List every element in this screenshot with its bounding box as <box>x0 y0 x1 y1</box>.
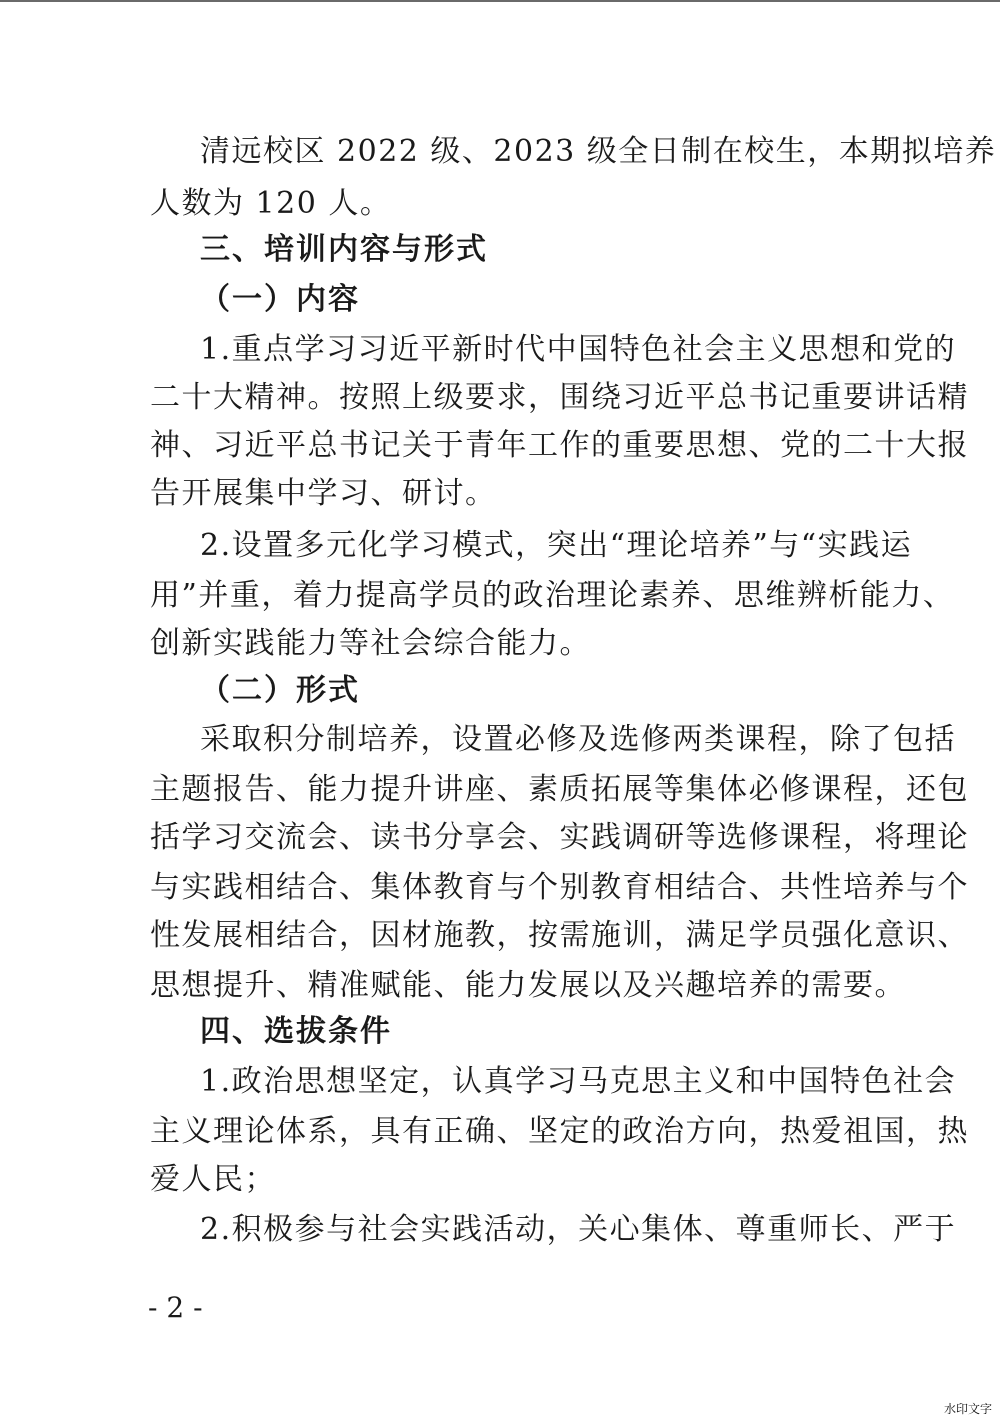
content-item-1-line-2: 二十大精神。按照上级要求，围绕习近平总书记重要讲话精 <box>150 380 969 415</box>
content-item-1-line-4: 告开展集中学习、研讨。 <box>150 476 497 511</box>
section-3-heading: 三、培训内容与形式 <box>200 232 488 267</box>
section-4-heading: 四、选拔条件 <box>200 1014 392 1049</box>
form-line-2: 主题报告、能力提升讲座、素质拓展等集体必修课程，还包 <box>150 772 969 807</box>
criteria-item-2-line-1: 2.积极参与社会实践活动，关心集体、尊重师长、严于 <box>200 1212 957 1247</box>
criteria-item-1-line-3: 爱人民； <box>150 1162 276 1197</box>
intro-line-1: 清远校区 2022 级、2023 级全日制在校生，本期拟培养 <box>200 134 997 169</box>
intro-line-2: 人数为 120 人。 <box>150 186 392 221</box>
content-item-1-line-3: 神、习近平总书记关于青年工作的重要思想、党的二十大报 <box>150 428 969 463</box>
form-line-1: 采取积分制培养，设置必修及选修两类课程，除了包括 <box>200 722 956 757</box>
criteria-item-1-line-2: 主义理论体系，具有正确、坚定的政治方向，热爱祖国，热 <box>150 1114 969 1149</box>
watermark-text: 水印文字 <box>944 1402 993 1416</box>
form-line-5: 性发展相结合，因材施教，按需施训，满足学员强化意识、 <box>150 918 969 953</box>
subsection-content-heading: （一）内容 <box>200 282 360 317</box>
page-top-border <box>0 0 1000 2</box>
form-line-4: 与实践相结合、集体教育与个别教育相结合、共性培养与个 <box>150 870 969 905</box>
page-number: - 2 - <box>148 1291 203 1324</box>
content-item-1-line-1: 1.重点学习习近平新时代中国特色社会主义思想和党的 <box>200 332 957 367</box>
criteria-item-1-line-1: 1.政治思想坚定，认真学习马克思主义和中国特色社会 <box>200 1064 957 1099</box>
subsection-form-heading: （二）形式 <box>200 673 360 708</box>
form-line-3: 括学习交流会、读书分享会、实践调研等选修课程，将理论 <box>150 820 969 855</box>
form-line-6: 思想提升、精准赋能、能力发展以及兴趣培养的需要。 <box>150 968 906 1003</box>
content-item-2-line-2: 用”并重，着力提高学员的政治理论素养、思维辨析能力、 <box>150 578 955 613</box>
content-item-2-line-1: 2.设置多元化学习模式，突出“理论培养”与“实践运 <box>200 528 913 563</box>
content-item-2-line-3: 创新实践能力等社会综合能力。 <box>150 626 591 661</box>
